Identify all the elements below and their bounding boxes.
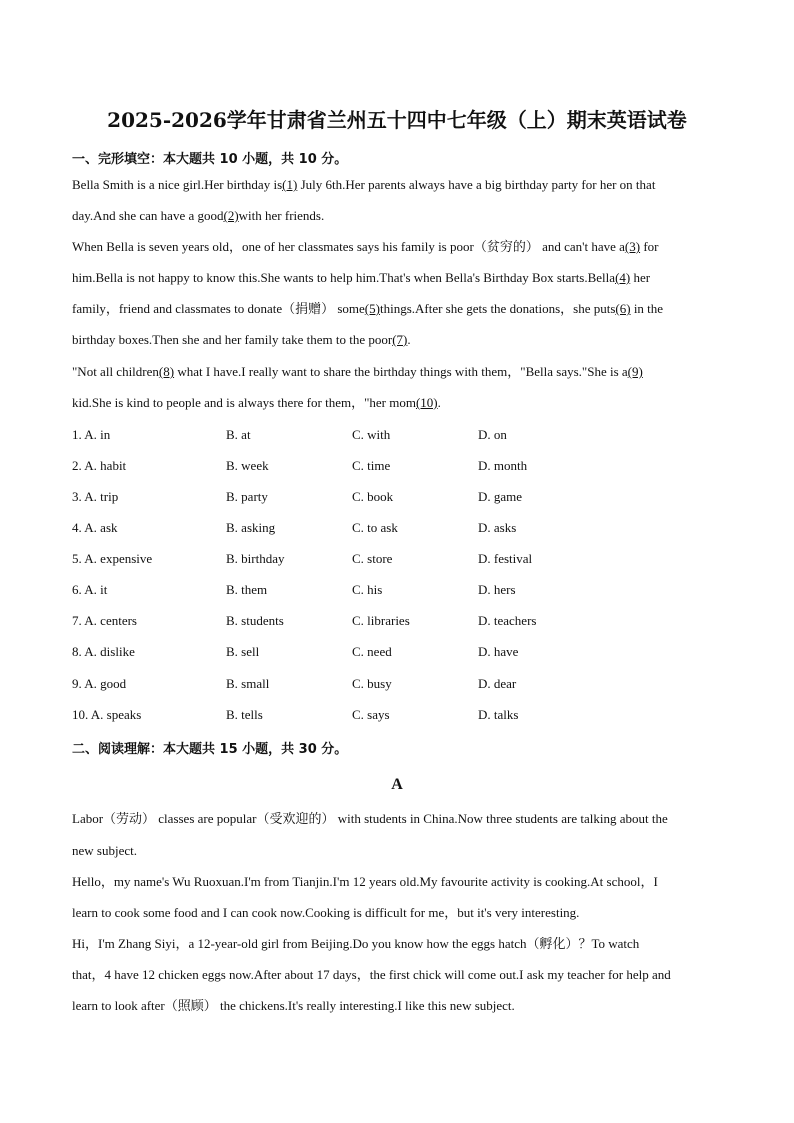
option-b[interactable]: B. week bbox=[226, 458, 269, 473]
section-heading-cloze: 一、完形填空：本大题共 10 小题，共 10 分。 bbox=[72, 152, 348, 167]
cloze-line bbox=[72, 208, 722, 224]
option-c[interactable]: C. libraries bbox=[352, 613, 410, 628]
option-a[interactable]: 9. A. good bbox=[72, 676, 127, 691]
question-options bbox=[72, 582, 722, 598]
cloze-text: her bbox=[630, 270, 651, 285]
cloze-text: with her friends. bbox=[238, 208, 325, 223]
reading-line: Labor（劳动） classes are popular（受欢迎的） with students in China.Now three students are talking about the bbox=[72, 811, 668, 826]
cloze-line bbox=[72, 270, 722, 286]
cloze-text: in the bbox=[630, 301, 664, 316]
option-a[interactable]: 4. A. ask bbox=[72, 520, 118, 535]
option-d[interactable]: D. talks bbox=[478, 707, 519, 722]
reading-line: learn to cook some food and I can cook now.Cooking is difficult for me，but it's very interesting. bbox=[72, 905, 580, 920]
option-c[interactable]: C. says bbox=[352, 707, 390, 722]
cloze-blank: (5) bbox=[364, 301, 380, 316]
cloze-text: him.Bella is not happy to know this.She wants to help him.That's when Bella's Birthday Box starts.Bella bbox=[72, 270, 616, 285]
option-d[interactable]: D. have bbox=[478, 644, 519, 659]
cloze-blank: (8) bbox=[158, 364, 175, 379]
option-d[interactable]: D. festival bbox=[478, 551, 533, 566]
option-c[interactable]: C. time bbox=[352, 458, 391, 473]
reading-line: learn to look after（照顾） the chickens.It's really interesting.I like this new subject. bbox=[72, 998, 515, 1013]
option-b[interactable]: B. birthday bbox=[226, 551, 285, 566]
cloze-text: day.And she can have a good bbox=[72, 208, 224, 223]
section-heading-reading: 二、阅读理解：本大题共 15 小题，共 30 分。 bbox=[72, 742, 348, 757]
cloze-line bbox=[72, 364, 722, 380]
option-b[interactable]: B. them bbox=[226, 582, 268, 597]
option-c[interactable]: C. busy bbox=[352, 676, 392, 691]
cloze-blank: (2) bbox=[223, 208, 239, 223]
option-a[interactable]: 2. A. habit bbox=[72, 458, 127, 473]
question-options bbox=[72, 458, 722, 474]
cloze-text: Bella Smith is a nice girl.Her birthday is bbox=[72, 177, 283, 192]
cloze-text: kid.She is kind to people and is always there for them，"her mom bbox=[72, 395, 416, 410]
question-options bbox=[72, 427, 722, 443]
cloze-blank: (10) bbox=[415, 395, 438, 410]
question-options bbox=[72, 551, 722, 567]
option-c[interactable]: C. to ask bbox=[352, 520, 398, 535]
reading-line: new subject. bbox=[72, 843, 137, 858]
option-a[interactable]: 1. A. in bbox=[72, 427, 111, 442]
cloze-text: for bbox=[640, 239, 659, 254]
cloze-text: . bbox=[437, 395, 441, 410]
cloze-blank: (3) bbox=[624, 239, 641, 254]
cloze-text: . bbox=[407, 332, 411, 347]
option-b[interactable]: B. tells bbox=[226, 707, 263, 722]
question-options bbox=[72, 489, 722, 505]
option-d[interactable]: D. month bbox=[478, 458, 528, 473]
option-c[interactable]: C. book bbox=[352, 489, 394, 504]
option-b[interactable]: B. party bbox=[226, 489, 268, 504]
question-options bbox=[72, 613, 722, 629]
cloze-blank: (9) bbox=[627, 364, 643, 379]
option-d[interactable]: D. dear bbox=[478, 676, 517, 691]
option-a[interactable]: 10. A. speaks bbox=[72, 707, 142, 722]
cloze-blank: (7) bbox=[392, 332, 408, 347]
option-a[interactable]: 3. A. trip bbox=[72, 489, 119, 504]
cloze-line bbox=[72, 332, 722, 348]
cloze-line bbox=[72, 177, 722, 193]
option-d[interactable]: D. asks bbox=[478, 520, 517, 535]
reading-line: that，4 have 12 chicken eggs now.After about 17 days，the first chick will come out.I ask my teacher for help and bbox=[72, 967, 671, 982]
option-c[interactable]: C. store bbox=[352, 551, 393, 566]
cloze-text: "Not all children bbox=[72, 364, 159, 379]
option-a[interactable]: 7. A. centers bbox=[72, 613, 137, 628]
reading-line: Hello，my name's Wu Ruoxuan.I'm from Tianjin.I'm 12 years old.My favourite activity is cooking.At school，I bbox=[72, 874, 658, 889]
cloze-text: birthday boxes.Then she and her family take them to the poor bbox=[72, 332, 393, 347]
cloze-text: When Bella is seven years old，one of her classmates says his family is poor（贫穷的） and can't have a bbox=[72, 239, 625, 254]
option-d[interactable]: D. on bbox=[478, 427, 507, 442]
cloze-text: things.After she gets the donations，she puts bbox=[379, 301, 616, 316]
cloze-blank: (6) bbox=[615, 301, 631, 316]
cloze-text: July 6th.Her parents always have a big birthday party for her on that bbox=[297, 177, 656, 192]
reading-line: Hi，I'm Zhang Siyi，a 12-year-old girl from Beijing.Do you know how the eggs hatch（孵化）？To watch bbox=[72, 936, 640, 951]
option-b[interactable]: B. sell bbox=[226, 644, 260, 659]
cloze-line bbox=[72, 395, 722, 411]
option-b[interactable]: B. asking bbox=[226, 520, 276, 535]
passage-label: A bbox=[391, 776, 403, 793]
cloze-line bbox=[72, 301, 722, 317]
option-d[interactable]: D. game bbox=[478, 489, 523, 504]
question-options bbox=[72, 644, 722, 660]
cloze-line bbox=[72, 239, 722, 255]
option-c[interactable]: C. with bbox=[352, 427, 391, 442]
cloze-text: family，friend and classmates to donate（捐赠） some bbox=[72, 301, 365, 316]
page-title: 2025-2026学年甘肃省兰州五十四中七年级（上）期末英语试卷 bbox=[107, 108, 687, 132]
option-b[interactable]: B. small bbox=[226, 676, 270, 691]
question-options bbox=[72, 520, 722, 536]
option-a[interactable]: 8. A. dislike bbox=[72, 644, 135, 659]
option-c[interactable]: C. his bbox=[352, 582, 383, 597]
option-b[interactable]: B. students bbox=[226, 613, 284, 628]
option-d[interactable]: D. teachers bbox=[478, 613, 537, 628]
cloze-blank: (4) bbox=[615, 270, 631, 285]
option-c[interactable]: C. need bbox=[352, 644, 392, 659]
cloze-text: what I have.I really want to share the birthday things with them，"Bella says."She is a bbox=[174, 364, 628, 379]
question-options bbox=[72, 676, 722, 692]
cloze-blank: (1) bbox=[282, 177, 298, 192]
option-b[interactable]: B. at bbox=[226, 427, 251, 442]
question-options bbox=[72, 707, 722, 723]
option-a[interactable]: 6. A. it bbox=[72, 582, 108, 597]
option-a[interactable]: 5. A. expensive bbox=[72, 551, 153, 566]
option-d[interactable]: D. hers bbox=[478, 582, 516, 597]
